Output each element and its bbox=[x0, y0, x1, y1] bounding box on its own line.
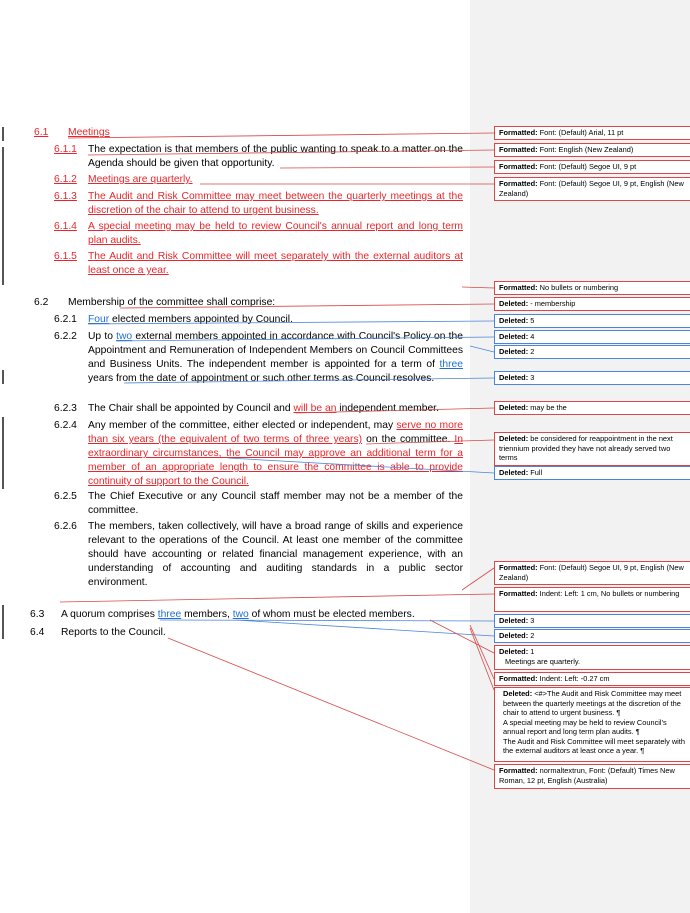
comment-balloon[interactable]: Deleted: - membership bbox=[494, 297, 690, 311]
section-reports: Reports to the Council. bbox=[61, 627, 166, 638]
clause-number: 6.2.4 bbox=[54, 420, 77, 431]
comment-balloon[interactable]: Formatted: Font: (Default) Segoe UI, 9 pt, English (New Zealand) bbox=[494, 177, 690, 201]
inserted-text: two bbox=[232, 609, 249, 620]
inserted-text: Four bbox=[88, 314, 110, 325]
clause-text: The Chief Executive or any Council staff member may not be a member of the committee. bbox=[88, 491, 463, 516]
comment-balloon[interactable]: Deleted: 3 bbox=[494, 371, 690, 385]
section-number: 6.2 bbox=[34, 297, 49, 308]
inserted-text: three bbox=[439, 359, 463, 370]
clause-number: 6.1.5 bbox=[54, 251, 77, 262]
comment-balloon[interactable]: Formatted: Font: (Default) Segoe UI, 9 pt, English (New Zealand) bbox=[494, 561, 690, 585]
clause-text: Four elected members appointed by Council. bbox=[88, 314, 293, 325]
section-number: 6.3 bbox=[30, 609, 45, 620]
clause-number: 6.2.2 bbox=[54, 331, 77, 342]
section-heading-meetings: Meetings bbox=[68, 127, 110, 138]
comment-balloon[interactable]: Deleted: 5 bbox=[494, 314, 690, 328]
comment-balloon[interactable]: Deleted: 2 bbox=[494, 629, 690, 643]
clause-text: The expectation is that members of the public wanting to speak to a matter on the Agenda should be given that opportunity. bbox=[88, 144, 463, 169]
inserted-text: serve no more than six years (the equivalent of two terms of three years) bbox=[88, 420, 463, 445]
comment-balloon[interactable]: Deleted: 4 bbox=[494, 330, 690, 344]
clause-number: 6.2.6 bbox=[54, 521, 77, 532]
comment-balloon[interactable]: Deleted: <#>The Audit and Risk Committee may meet between the quarterly meetings at the discretion of the chair to attend to urgent business. ¶ A special meeting may be held to review Council's annual report and long term plan audits. ¶ The Audit and Risk Committee will meet separately with the external auditors at least once a year. ¶ bbox=[494, 687, 690, 762]
comment-balloon[interactable]: Deleted: 2 bbox=[494, 345, 690, 359]
comment-balloon[interactable]: Deleted: Full bbox=[494, 466, 690, 480]
clause-number: 6.1.3 bbox=[54, 191, 77, 202]
comment-balloon[interactable]: Formatted: No bullets or numbering bbox=[494, 281, 690, 295]
clause-text-inserted: Meetings are quarterly. bbox=[88, 174, 193, 185]
clause-text: The Chair shall be appointed by Council and will be an independent member. bbox=[88, 403, 439, 414]
comment-balloon[interactable]: Deleted: 3 bbox=[494, 614, 690, 628]
comment-balloon[interactable]: Deleted: 1 Meetings are quarterly. bbox=[494, 645, 690, 670]
clause-text: The members, taken collectively, will have a broad range of skills and experience relevant to the operations of the Council. At least one member of the committee should have accounting or related financial management experience, with an understanding of accounting and auditing standards in a public sector environment. bbox=[88, 521, 463, 588]
comment-balloon[interactable]: Formatted: Indent: Left: 1 cm, No bullets or numbering bbox=[494, 587, 690, 612]
section-number: 6.4 bbox=[30, 627, 45, 638]
clause-text: Up to two external members appointed in accordance with Council's Policy on the Appointment and Remuneration of Independent Members on Council Committees and Business Units. The independent member is appointed for a term of three years from the date of appointment or such other terms as Council resolves. bbox=[88, 331, 463, 384]
section-heading-membership: Membership of the committee shall comprise: bbox=[68, 297, 276, 308]
comment-balloon[interactable]: Deleted: be considered for reappointment in the next triennium provided they have not already served two terms bbox=[494, 432, 690, 466]
clause-number: 6.1.1 bbox=[54, 144, 77, 155]
inserted-text: two bbox=[116, 331, 133, 342]
clause-text-inserted: The Audit and Risk Committee may meet between the quarterly meetings at the discretion of the chair to attend to urgent business. bbox=[88, 191, 463, 216]
clause-number: 6.1.4 bbox=[54, 221, 77, 232]
inserted-text: In extraordinary circumstances, the Council may approve an additional term for a member of an appropriate length to ensure the committee is able to provide continuity of support to the Council. bbox=[88, 434, 463, 487]
clause-number: 6.2.5 bbox=[54, 491, 77, 502]
comment-balloon[interactable]: Formatted: Font: English (New Zealand) bbox=[494, 143, 690, 157]
clause-text-inserted: A special meeting may be held to review Council's annual report and long term plan audits. bbox=[88, 221, 463, 246]
section-quorum: A quorum comprises three members, two of whom must be elected members. bbox=[61, 609, 415, 620]
clause-number: 6.1.2 bbox=[54, 174, 77, 185]
clause-text: Any member of the committee, either elected or independent, may serve no more than six years (the equivalent of two terms of three years) on the committee. In extraordinary circumstances, the Council may approve an additional term for a member of an appropriate length to ensure the committee is able to provide continuity of support to the Council. bbox=[88, 420, 463, 487]
inserted-text: three bbox=[157, 609, 182, 620]
comment-balloon[interactable]: Formatted: Indent: Left: -0.27 cm bbox=[494, 672, 690, 686]
comment-balloon[interactable]: Formatted: Font: (Default) Arial, 11 pt bbox=[494, 126, 690, 140]
clause-number: 6.2.3 bbox=[54, 403, 77, 414]
comment-balloon[interactable]: Formatted: normaltextrun, Font: (Default) Times New Roman, 12 pt, English (Australia) bbox=[494, 764, 690, 789]
comment-balloon[interactable]: Deleted: may be the bbox=[494, 401, 690, 415]
section-number: 6.1 bbox=[34, 127, 49, 138]
clause-text-inserted: The Audit and Risk Committee will meet separately with the external auditors at least once a year. bbox=[88, 251, 463, 276]
clause-number: 6.2.1 bbox=[54, 314, 77, 325]
inserted-text: will be an bbox=[293, 403, 337, 414]
comment-balloon[interactable]: Formatted: Font: (Default) Segoe UI, 9 pt bbox=[494, 160, 690, 174]
